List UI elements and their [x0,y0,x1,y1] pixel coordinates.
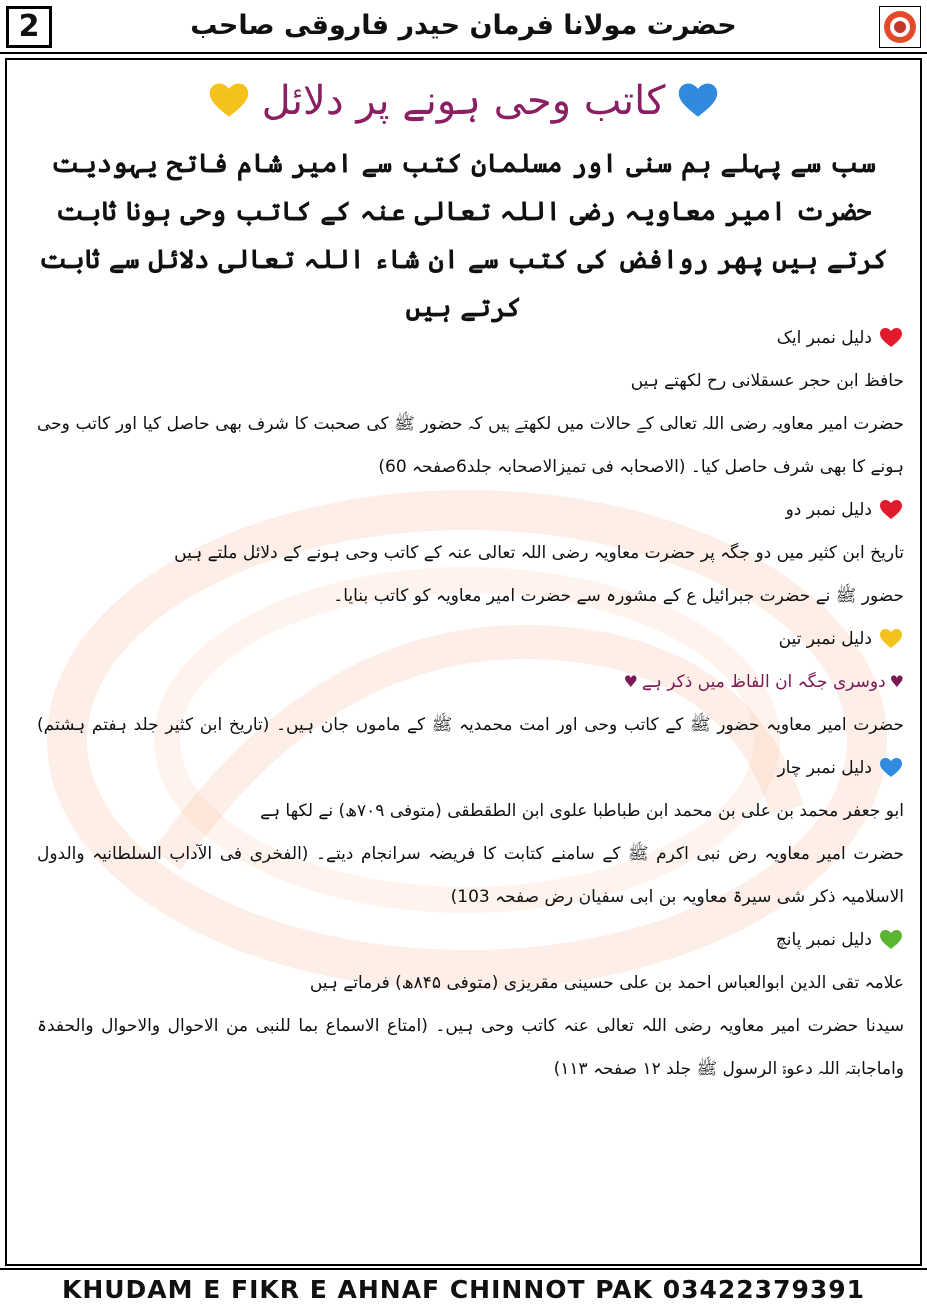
proof-line: علامہ تقی الدین ابوالعباس احمد بن علی حسینی مقریزی (متوفی ۸۴۵ھ) فرماتے ہیں [309,973,904,993]
publisher-logo-icon [879,6,921,48]
heading-text: کاتب وحی ہونے پر دلائل [261,78,666,124]
proof-title: دلیل نمبر دو [37,490,904,533]
proof-title: دلیل نمبر ایک [37,318,904,361]
yellow-heart-icon [208,80,250,122]
proof-line: حضرت امیر معاویہ حضور ﷺ کے کاتب وحی اور امت محمدیہ ﷺ کے ماموں جان ہیں۔ (تاریخ ابن کثیر جلد ہفتم ہشتم) [37,715,904,735]
intro-paragraph: سب سے پہلے ہم سنی اور مسلمان کتب سے امیر شام فاتح یہودیت حضرت امیر معاویہ رضی اللہ تعالی عنہ کے کاتب وحی ہونا ثابت کرتے ہیں پھر روافض کی کتب سے ان شاء اللہ تعالی دلائل سے ثابت کرتے ہیں [39,149,888,323]
proof-line: حضور ﷺ نے حضرت جبرائیل ع کے مشورہ سے حضرت امیر معاویہ کو کاتب بنایا۔ [333,586,904,606]
proof-title: دلیل نمبر تین [37,619,904,662]
footer-text: KHUDAM E FIKR E AHNAF CHINNOT PAK 03422379391 [61,1275,866,1304]
proof-title: دلیل نمبر چار [37,748,904,791]
proof-line: ابو جعفر محمد بن علی بن محمد ابن طباطبا علوی ابن الطقطقی (متوفی ۷۰۹ھ) نے لکھا ہے [260,801,904,821]
document-heading [7,68,920,132]
page-number: 2 [6,6,52,48]
proof-subtitle: ♥دوسری جگہ ان الفاظ میں ذکر ہے♥ [623,672,904,692]
page-footer [0,1268,927,1311]
purple-heart-icon: ♥ [623,672,638,691]
red-heart-icon [878,326,904,350]
blue-heart-icon [677,80,719,122]
purple-heart-icon: ♥ [889,672,904,691]
proof-line: تاریخ ابن کثیر میں دو جگہ پر حضرت معاویہ رضی اللہ تعالی عنہ کے کاتب وحی ہونے کے دلائل ملتے ہیں [174,543,904,563]
proof-line: سیدنا حضرت امیر معاویہ رضی اللہ تعالی عنہ کاتب وحی ہیں۔ (امتاع الاسماع بما للنبی من الاحوال والاحوال والحفدۃ [37,1016,904,1036]
red-heart-icon [878,498,904,522]
green-heart-icon [878,928,904,952]
proof-title: دلیل نمبر پانچ [37,920,904,963]
proof-line: حضرت امیر معاویہ رض نبی اکرم ﷺ کے سامنے کتابت کا فریضہ سرانجام دیتے۔ (الفخری فی الآداب السلطانیہ والدول [37,844,904,864]
proof-line: الاسلامیہ ذکر شی سیرۃ معاویہ بن ابی سفیان رض صفحہ 103) [450,887,904,907]
proof-line: حضرت امیر معاویہ رضی اللہ تعالی کے حالات میں لکھتے ہیں کہ حضور ﷺ کی صحبت کا شرف بھی حاصل کیا اور کاتب وحی [37,414,904,434]
blue-heart-icon [878,756,904,780]
proof-line: حافظ ابن حجر عسقلانی رح لکھتے ہیں [630,371,904,391]
proof-line: ہونے کا بھی شرف حاصل کیا۔ (الاصحابہ فی تمیزالاصحابہ جلد6صفحہ 60) [378,457,904,477]
content-frame [5,58,922,1266]
header-title: حضرت مولانا فرمان حیدر فاروقی صاحب [190,10,737,41]
yellow-heart-icon [878,627,904,651]
proofs-list [37,318,904,1092]
proof-line: واماجابتہ اللہ دعوۃ الرسول ﷺ جلد ۱۲ صفحہ ۱۱۳) [553,1059,904,1079]
page-header [0,0,927,54]
